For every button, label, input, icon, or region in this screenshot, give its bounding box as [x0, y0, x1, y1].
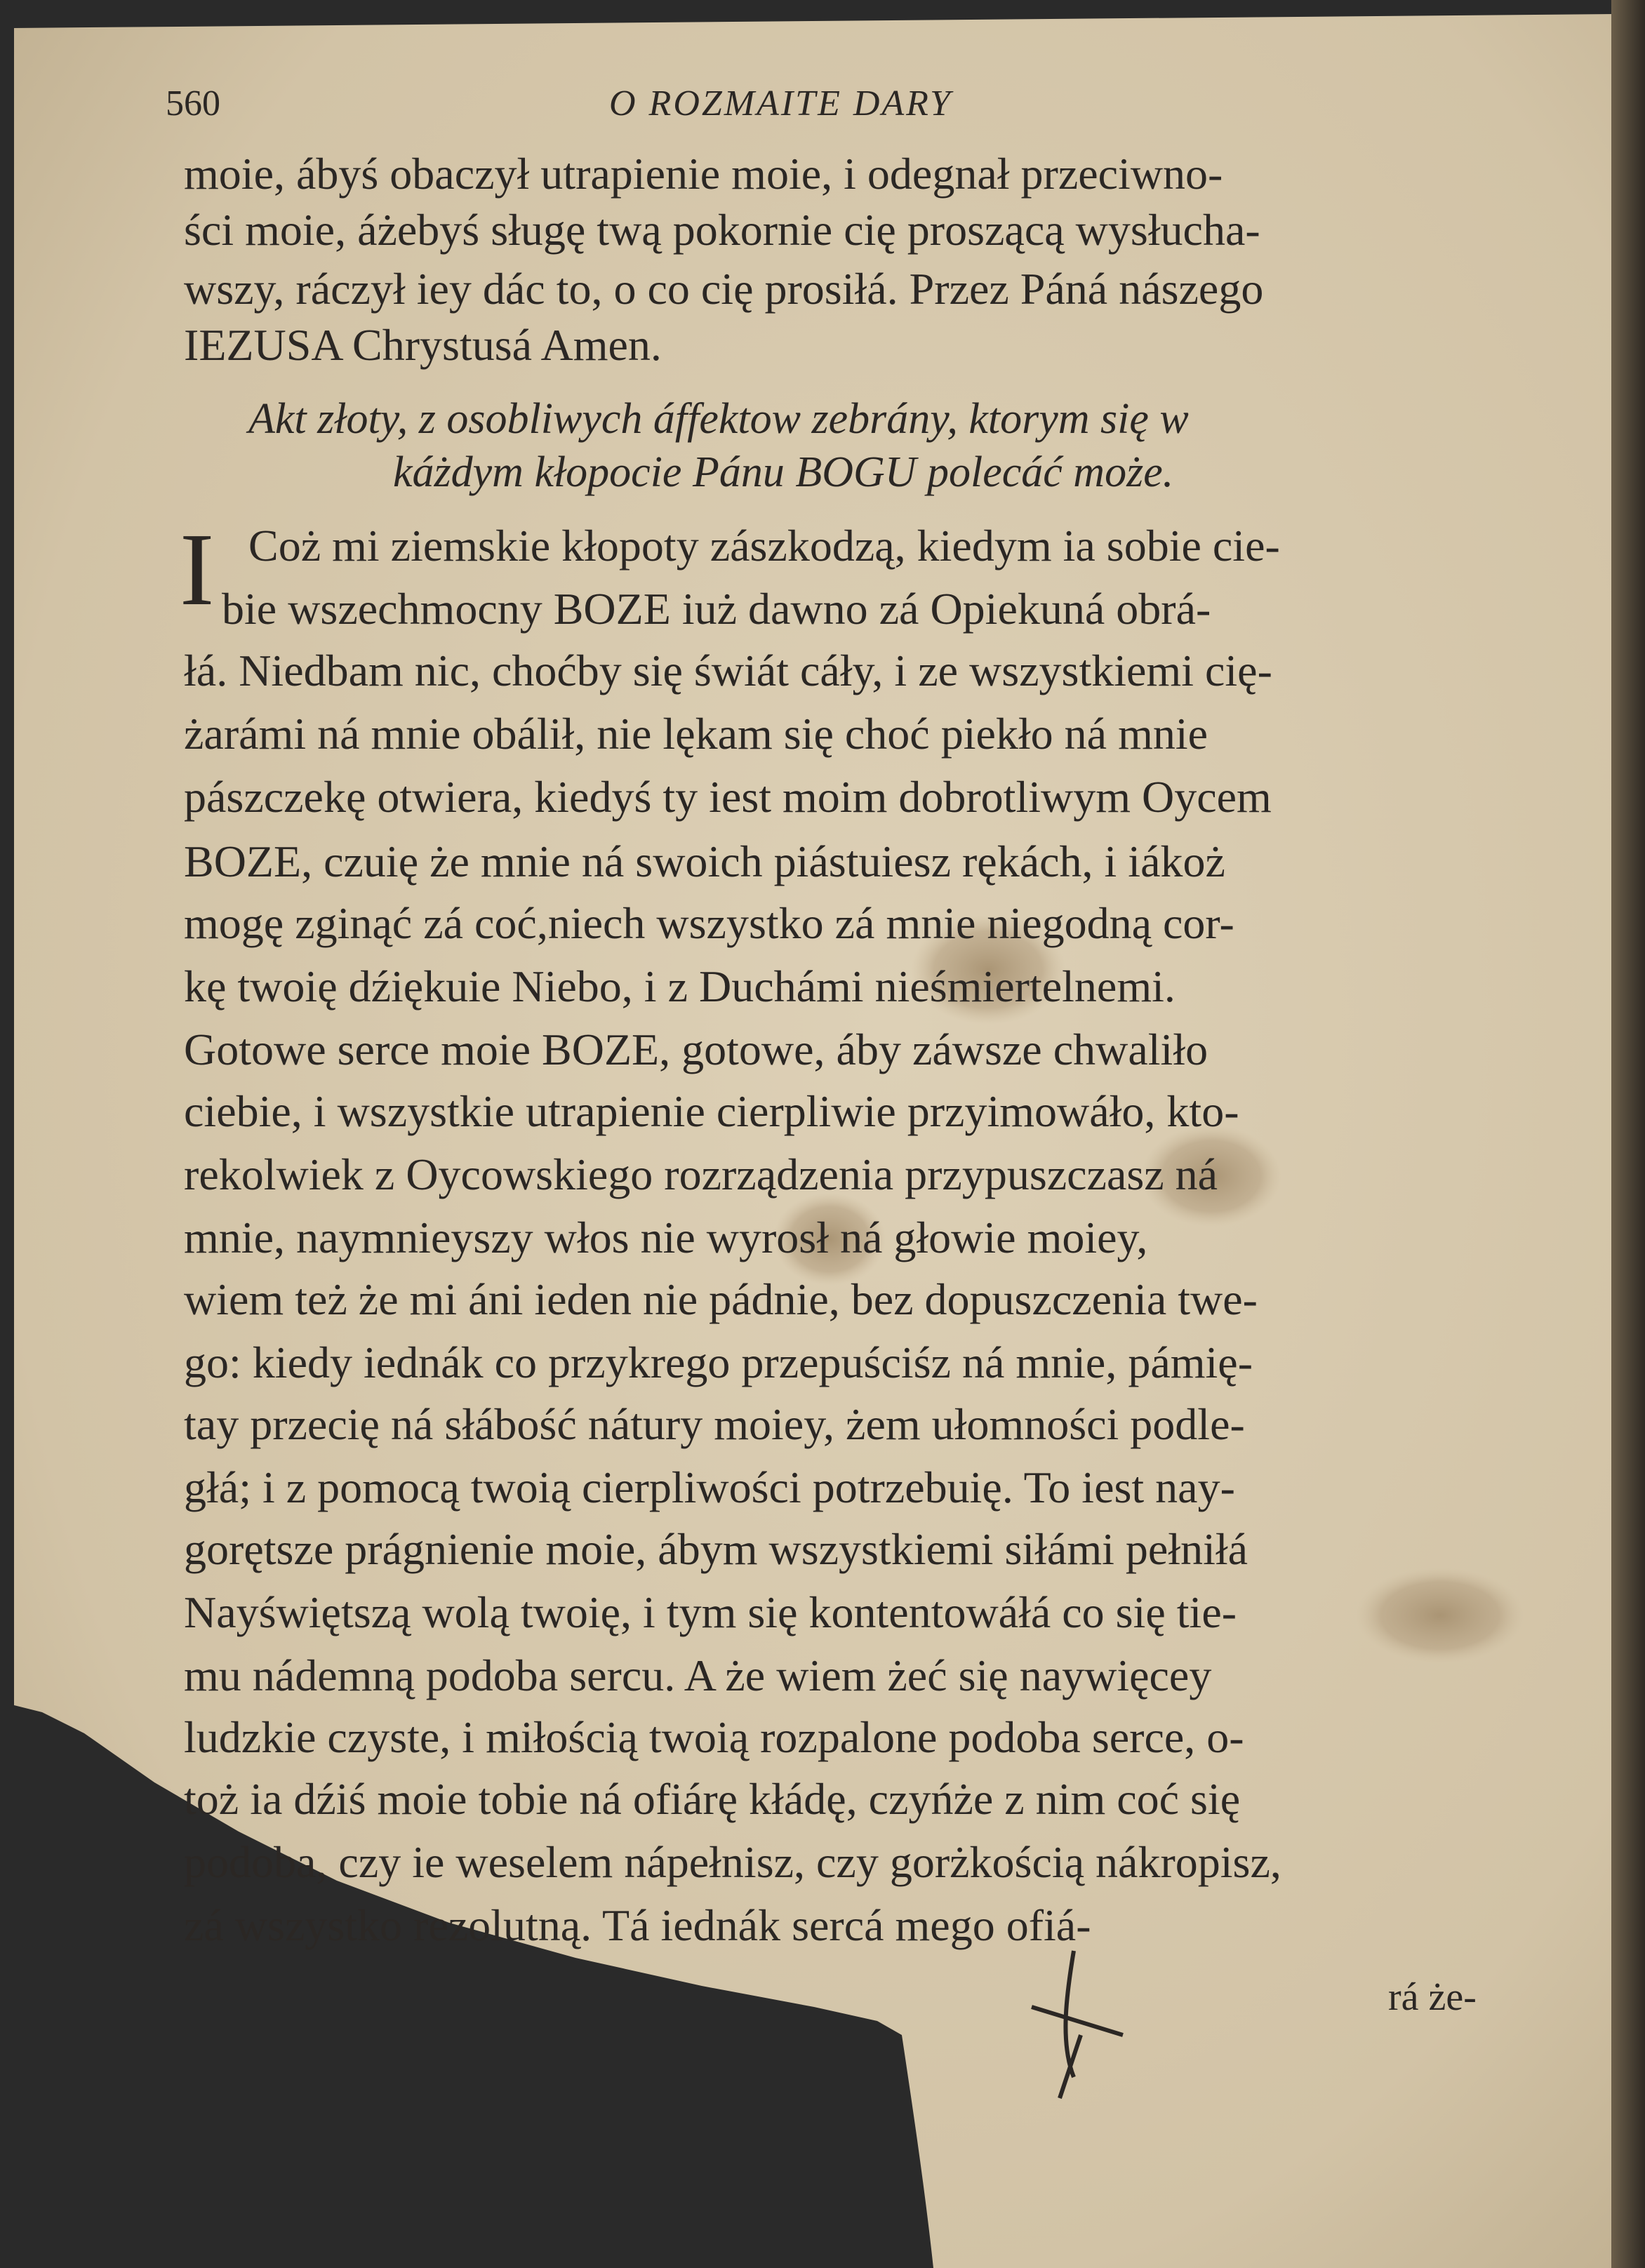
text-line: zá wszystko rezolutną. Tá iednák sercá mego ofiá- — [184, 1900, 1091, 1950]
text-line: bie wszechmocny BOZE iuż dawno zá Opiekuná obrá- — [222, 584, 1211, 634]
text-line: go: kiedy iednák co przykrego przepuściśz ná mnie, pámię- — [184, 1338, 1253, 1387]
catchword: rá że- — [1388, 1975, 1477, 2019]
text-line: ciebie, i wszystkie utrapienie cierpliwie przyimowáło, kto- — [184, 1086, 1239, 1136]
text-line: kę twoię dźiękuie Niebo, i z Duchámi nieśmiertelnemi. — [184, 961, 1176, 1011]
text-line: Gotowe serce moie BOZE, gotowe, áby záwsze chwaliło — [184, 1025, 1208, 1074]
text-line: moie, ábyś obaczył utrapienie moie, i odegnał przeciwno- — [184, 149, 1223, 199]
text-line: podoba, czy ie weselem nápełnisz, czy gorżkością nákropisz, — [184, 1837, 1281, 1887]
text-line: pászczekę otwiera, kiedyś ty iest moim dobrotliwym Oycem — [184, 772, 1272, 822]
text-line: tay przecię ná słábość nátury moiey, żem ułomności podle- — [184, 1399, 1245, 1449]
text-line: rekolwiek z Oycowskiego rozrządzenia przypuszczasz ná — [184, 1149, 1218, 1199]
text-line: gorętsze prágnienie moie, ábym wszystkiemi siłámi pełniłá — [184, 1524, 1248, 1574]
drop-cap-initial: I — [180, 512, 215, 627]
text-line: mu nádemną podoba sercu. A że wiem żeć się naywięcey — [184, 1650, 1212, 1700]
text-line: mogę zginąć zá coć,niech wszystko zá mnie niegodną cor- — [184, 898, 1234, 948]
heading-line: Akt złoty, z osobliwych áffektow zebrány, ktorym się w — [248, 395, 1189, 443]
text-line: żarámi ná mnie obálił, nie lękam się choć piekło ná mnie — [184, 709, 1208, 759]
text-line: BOZE, czuię że mnie ná swoich piástuiesz rękách, i iákoż — [184, 836, 1225, 886]
text-line: IEZUSA Chrystusá Amen. — [184, 320, 662, 370]
text-line: Nayświętszą wolą twoię, i tym się kontentowáłá co się tie- — [184, 1587, 1237, 1637]
page-number: 560 — [166, 84, 220, 124]
text-line: ludzkie czyste, i miłością twoią rozpalone podoba serce, o- — [184, 1712, 1244, 1762]
text-line: mnie, naymnieyszy włos nie wyrosł ná głowie moiey, — [184, 1213, 1148, 1262]
text-line: wszy, ráczył iey dác to, o co cię prosiłá. Przez Páná nászego — [184, 264, 1264, 314]
text-line: głá; i z pomocą twoią cierpliwości potrzebuię. To iest nay- — [184, 1462, 1235, 1512]
text-line: toż ia dźiś moie tobie ná ofiárę kłádę, czyńże z nim coć się — [184, 1774, 1241, 1824]
text-line: wiem też że mi áni ieden nie pádnie, bez dopuszczenia twe- — [184, 1274, 1258, 1324]
text-line: łá. Niedbam nic, choćby się świát cáły, i ze wszystkiemi cię- — [184, 646, 1272, 695]
text-line: ści moie, áżebyś sługę twą pokornie cię proszącą wysłucha- — [184, 205, 1260, 255]
text-line: Coż mi ziemskie kłopoty zászkodzą, kiedym ia sobie cie- — [248, 521, 1280, 571]
running-head: O ROZMAITE DARY — [609, 84, 952, 124]
heading-line: káżdym kłopocie Pánu BOGU polecáć może. — [393, 448, 1174, 496]
